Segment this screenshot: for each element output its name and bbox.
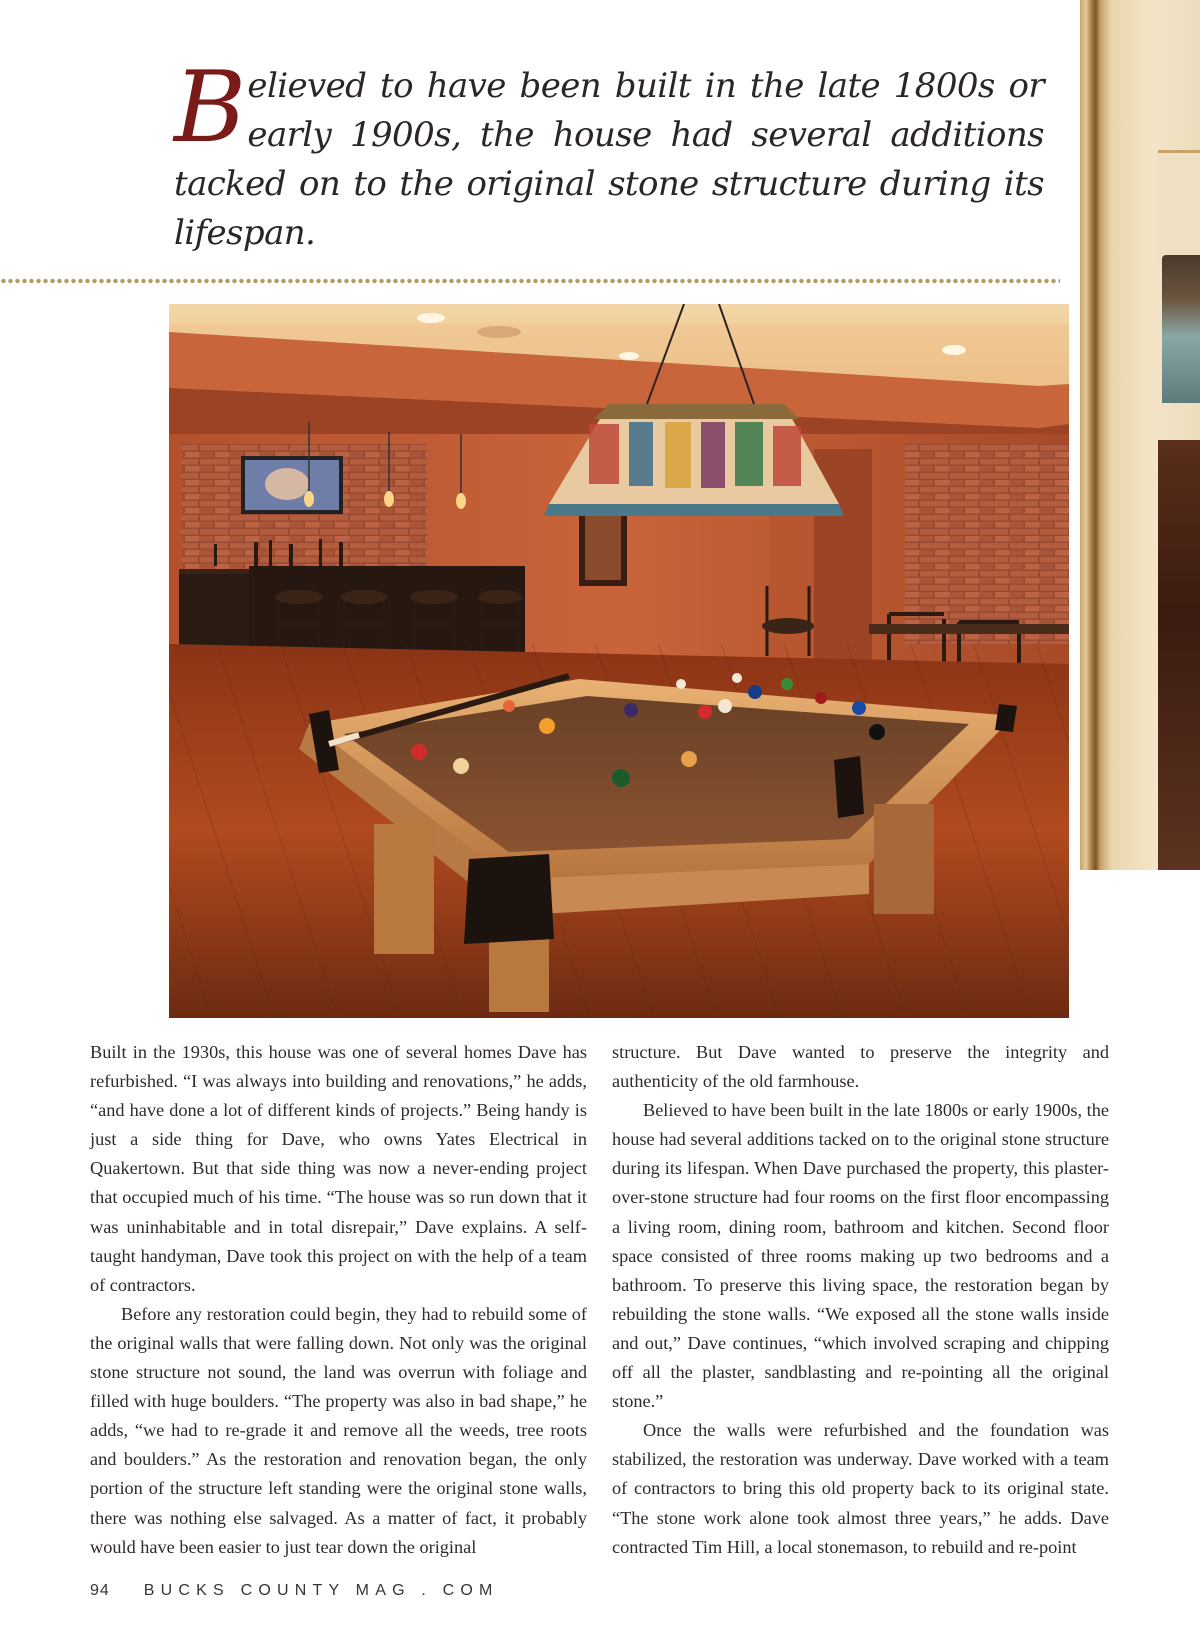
- cabinet: [1158, 440, 1200, 870]
- paragraph: structure. But Dave wanted to preserve the integrity and authenticity of the old farmhouse.: [612, 1042, 1109, 1092]
- plant-vase: [1162, 255, 1200, 403]
- paragraph: Believed to have been built in the late 1800s or early 1900s, the house had several additions tacked on to the original stone structure during its lifespan. When Dave purchased the property, this plaster-over-stone structure had four rooms on the first floor encompassing a living room, dining room, bathroom and kitchen. Second floor space consisted of three rooms making up two bedrooms and a bathroom. To preserve this living space, the restoration began by rebuilding the stone walls. “We exposed all the stone walls inside and out,” Dave continues, “which involved scraping and chipping off all the plaster, sandblasting and re-pointing all the original stone.”: [612, 1100, 1109, 1412]
- page-number: 94: [90, 1582, 110, 1599]
- article-column-right: [612, 1038, 1109, 1562]
- shelf: [1158, 150, 1200, 263]
- paragraph: Once the walls were refurbished and the foundation was stabilized, the restoration was underway. Dave worked with a team of contractors to bring this old property back to its original state. “The stone work alone took almost three years,” he adds. Dave contracted Tim Hill, a local stonemason, to rebuild and re-point: [612, 1420, 1109, 1557]
- pull-quote: [174, 51, 1044, 258]
- adjacent-page-photo: [1080, 0, 1200, 870]
- magazine-url: BUCKS COUNTY MAG . COM: [143, 1582, 499, 1599]
- paragraph: Before any restoration could begin, they had to rebuild some of the original walls that were falling down. Not only was the original stone structure not sound, the land was overrun with foliage and filled with huge boulders. “The property was also in bad shape,” he adds, “we had to re-grade it and remove all the weeds, tree roots and boulders.” As the restoration and renovation began, the only portion of the structure left standing were the original stone walls, there was nothing else salvaged. As a matter of fact, it probably would have been easier to just tear down the original: [90, 1303, 587, 1557]
- article-column-left: [90, 1038, 587, 1562]
- paragraph: Built in the 1930s, this house was one of several homes Dave has refurbished. “I was always into building and renovations,” he adds, “and have done a lot of different kinds of projects.” Being handy is just a side thing for Dave, who owns Yates Electrical in Quakertown. But that side thing was now a never-ending project that occupied much of his time. “The house was so run down that it was uninhabitable and in total disrepair,” Dave explains. A self-taught handyman, Dave took this project on with the help of a team of contractors.: [90, 1042, 587, 1295]
- billiard-room-photo: [169, 304, 1069, 1018]
- pull-quote-text: elieved to have been built in the late 1800s or early 1900s, the house had several additions tacked on to the original stone structure during its lifespan.: [174, 66, 1044, 253]
- dotted-divider: [0, 278, 1060, 284]
- drop-cap: B: [174, 51, 246, 165]
- page-footer: [90, 1582, 499, 1600]
